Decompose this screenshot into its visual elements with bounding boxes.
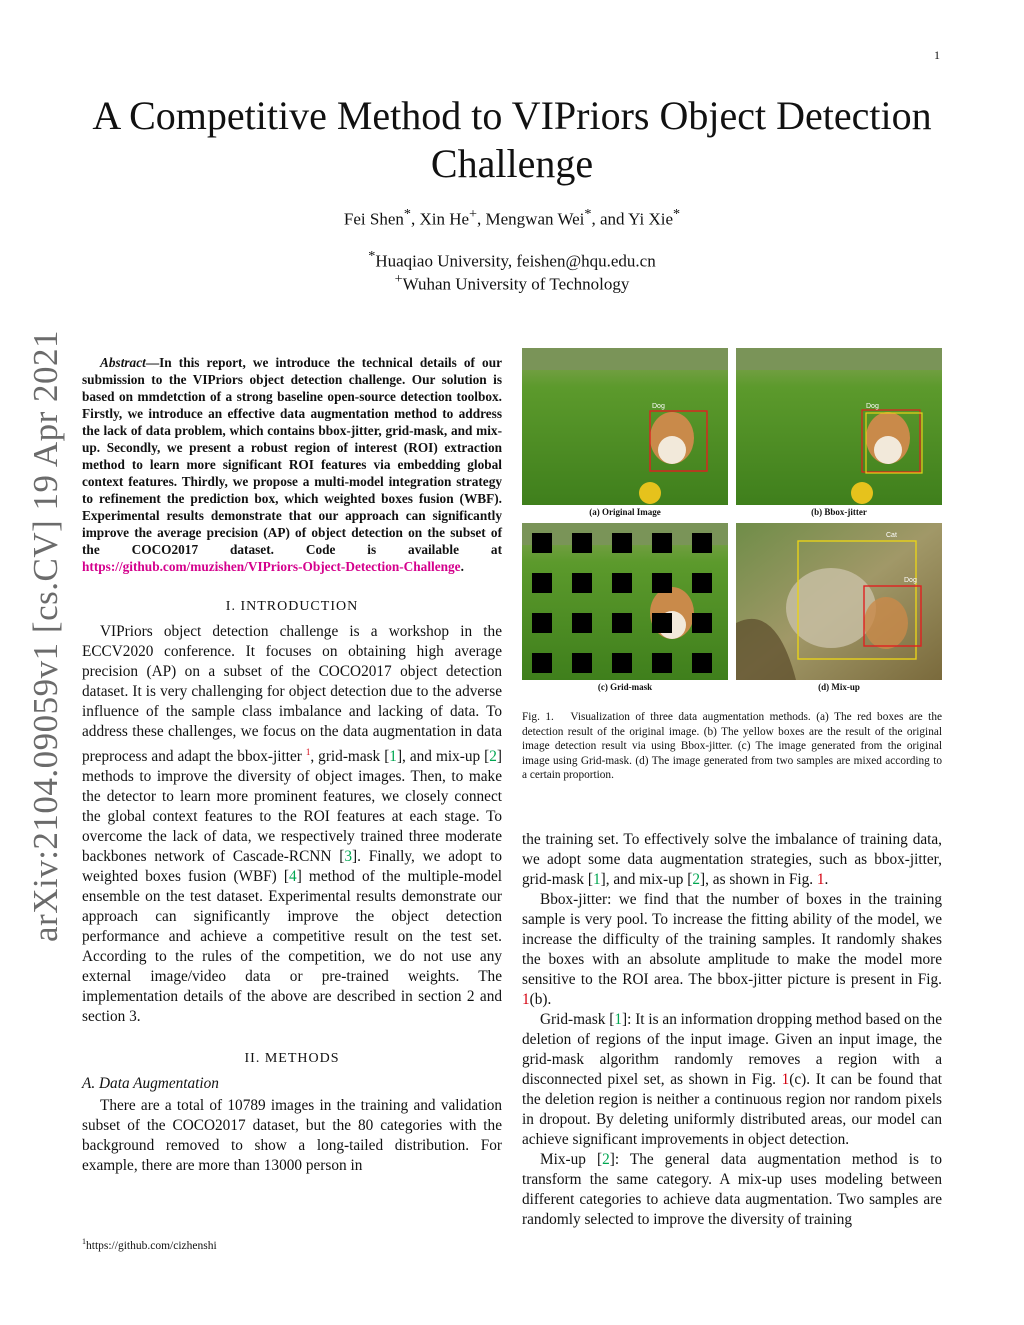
panel-d-caption: (d) Mix-up	[818, 682, 860, 692]
grass-photo-a	[522, 348, 728, 505]
affiliation-1-mark: *	[368, 248, 376, 264]
panel-bbox-jitter	[736, 348, 942, 505]
author-3-mark: *	[584, 206, 592, 222]
right-paragraph-0: the training set. To effectively solve the imbalance of training data, we adopt some data augmentation strategies, such as bbox-jitter, grid-mask [1], and mix-up [2], as shown in Fig. 1.	[522, 831, 942, 888]
footnote: $^1$https://github.com/cizhenshi	[82, 1237, 217, 1252]
figure-caption: Fig. 1. Visualization of three data augmentation methods. (a) The red boxes are the detection result of the original image. (b) The yellow boxes are the result of the original image detection result via using Bbox-jitter. (c) The image generated from the original image using Grid-mask. (d) The image generated from two samples are mixed according to a certain proportion.	[522, 711, 942, 781]
affiliation-2: +Wuhan University of Technology	[394, 271, 630, 294]
author-4-mark: *	[673, 206, 681, 222]
right-column	[522, 830, 942, 1230]
methods-heading: II. METHODS	[244, 1051, 340, 1067]
panel-mix-up	[736, 523, 942, 680]
author-3: Mengwan Wei	[485, 209, 585, 229]
arxiv-id: arXiv:2104.09059v1 [cs.CV] 19 Apr 2021	[26, 329, 65, 942]
intro-paragraph: VIPriors object detection challenge is a workshop in the ECCV2020 conference. It focuses on obtaining high average precision (AP) on a subset of the COCO2017 object detection dataset. It is very challenging for object detection due to the adverse influence of the sample class imbalance and lacking of data. To address these challenges, we focus on the data augmentation in data preprocess and adapt the bbox-jitter $^1$, grid-mask [1], and mix-up [2] methods to improve the diversity of object images. Then, to make the detector to learn more prominent features, we closely connect the global context features to the ROI features at each stage. To overcome the lack of data, we respectively trained three moderate backbones network of Cascade-RCNN [3]. Finally, we adopt to weighted boxes fusion (WBF) [4] method of the multiple-model ensemble on the test dataset. Experimental results demonstrate our approach can significantly improve the object detection performance and achieve a competitive result on the test set. According to the rules of the competition, we do not use any external image/video data or pre-trained weights. The implementation details of the above are described in section 2 and section 3.	[82, 623, 502, 1026]
panel-grid-mask	[522, 523, 728, 680]
author-list: Fei Shen*, Xin He+, Mengwan Wei*, and Yi Xie*	[343, 206, 681, 229]
author-1: Fei Shen	[343, 209, 404, 229]
author-1-mark: *	[403, 206, 411, 222]
cite-1[interactable]: 1	[389, 748, 397, 766]
mix-up-paragraph: Mix-up [2]: The general data augmentation method is to transform the same category. A mix-up uses modeling between different categories to achieve data augmentation. Two samples are randomly selected to improve the diversity of training	[522, 1151, 942, 1228]
footnote-ref[interactable]: 1	[305, 747, 311, 757]
grid-mask-paragraph: Grid-mask [1]: It is an information dropping method based on the deletion of regions of the input image. Given an input image, the grid-mask algorithm randomly removes a region with a disconnected pixel set, as shown in Fig. 1(c). It can be found that the deletion region is neither a continuous region nor random pixels in dropout. By deleting uniformly distributed areas, our model can achieve significant improvements in object detection.	[522, 1011, 942, 1148]
left-column	[82, 354, 502, 1176]
affiliation-1: *Huaqiao University, feishen@hqu.edu.cn	[368, 248, 656, 271]
methods-paragraph: There are a total of 10789 images in the training and validation subset of the COCO2017 dataset, but the 80 categories with the background removed to show a long-tailed distribution. For example, there are more than 13000 person in	[82, 1097, 502, 1175]
code-link[interactable]: https://github.com/muzishen/VIPriors-Object-Detection-Challenge	[82, 559, 461, 574]
mixed-photo-d	[736, 523, 942, 680]
abstract-label: Abstract	[100, 355, 146, 370]
ball-shape	[639, 482, 661, 504]
cat-label: Cat	[886, 532, 897, 539]
svg-text:Dog: Dog	[904, 577, 917, 584]
grass-photo-c	[522, 523, 728, 680]
figure-1	[522, 348, 942, 698]
subsection-heading: A. Data Augmentation	[82, 1075, 219, 1093]
title-line-1: A Competitive Method to VIPriors Object Detection	[92, 93, 932, 138]
cite-4[interactable]: 4	[289, 868, 297, 886]
arxiv-stamp	[22, 329, 70, 942]
page-number: 1	[934, 48, 940, 62]
author-2: Xin He	[419, 209, 470, 229]
grass-photo-b	[736, 348, 942, 505]
panel-c-caption: (c) Grid-mask	[597, 682, 653, 692]
panel-a-caption: (a) Original Image	[589, 507, 661, 517]
cite-2[interactable]: 2	[489, 748, 497, 766]
abstract: Abstract—In this report, we introduce the technical details of our submission to the VIPriors object detection challenge. Our solution is based on mmdetction of a strong baseline open-source detection toolbox. Firstly, we introduce an effective data augmentation method to address the lack of data problem, which contains bbox-jitter, grid-mask, and mix-up. Secondly, we present a robust region of interest (ROI) extraction method to learn more significant ROI features via embedding global context features. Thirdly, we propose a multi-model integration strategy to refinement the prediction box, which weighted boxes fusion (WBF). Experimental results demonstrate that our approach can significantly improve the average precision (AP) of object detection on the subset of the COCO2017 dataset. Code is available at https://github.com/muzishen/VIPriors-Object-Detection-Challenge.	[82, 355, 502, 574]
author-4: and Yi Xie	[599, 209, 674, 229]
cite-3[interactable]: 3	[344, 848, 352, 866]
title-line-2: Challenge	[430, 141, 594, 186]
dog-label: Dog	[652, 403, 665, 410]
figure-caption-label: Fig. 1.	[522, 711, 554, 723]
paper-title	[60, 92, 964, 188]
author-2-mark: +	[469, 206, 478, 222]
intro-heading: I. INTRODUCTION	[225, 599, 359, 614]
bbox-jitter-paragraph: Bbox-jitter: we find that the number of boxes in the training sample is very pool. To increase the fitting ability of the model, we increase the difficulty of the training samples. It randomly shakes the boxes with an absolute amplitude to make the model more sensitive to the ROI area. The bbox-jitter picture is present in Fig. 1(b).	[522, 891, 942, 1008]
fig-ref[interactable]: 1	[816, 871, 825, 888]
panel-original-image	[522, 348, 728, 505]
affiliation-2-mark: +	[394, 271, 403, 287]
footnote-text: https://github.com/cizhenshi	[86, 1239, 217, 1252]
svg-text:Dog: Dog	[866, 403, 879, 410]
panel-b-caption: (b) Bbox-jitter	[811, 507, 867, 517]
abstract-text: In this report, we introduce the technical details of our submission to the VIPriors object detection challenge. Our solution is based on mmdetction of a strong baseline open-source detection toolbox. Firstly, we introduce an effective data augmentation method to address the lack of data problem, which contains bbox-jitter, grid-mask, and mix-up. Secondly, we present a robust region of interest (ROI) extraction method to learn more significant ROI features via embedding global context features. Thirdly, we propose a multi-model integration strategy to refinement the prediction box, which weighted boxes fusion (WBF). Experimental results demonstrate that our approach can significantly improve the average precision (AP) of object detection on the subset of the COCO2017 dataset. Code is available at	[82, 355, 502, 557]
